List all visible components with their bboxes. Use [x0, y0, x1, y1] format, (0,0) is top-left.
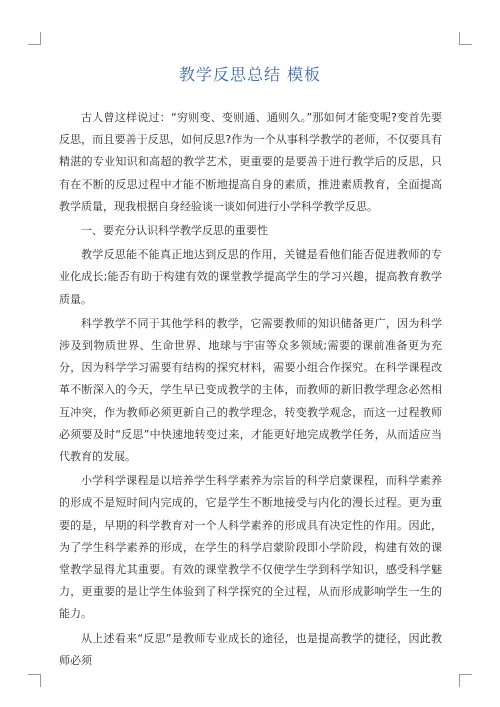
crop-mark-bottom-right — [459, 674, 472, 687]
document-title: 教学反思总结 模板 — [178, 65, 322, 84]
paragraph: 科学教学不同于其他学科的教学，它需要教师的知识储备更广，因为科学涉及到物质世界、生命世界、地球与宇宙等众多领域;需要的课前准备更为充分，因为科学学习需要有结构的探究材料，需要小组合作探究。在科学课程改革不断深入的今天，学生早已变成教学的主体，而教师的新旧教学理念必然相互冲突，作为教师必须更新自己的教学理念，转变教学观念，而这一过程教师必须要及时“反思”中快速地转变过来，才能更好地完成教学任务，从而适应当代教育的发展。 — [59, 316, 442, 464]
section-heading: 一、要充分认识科学教学反思的重要性 — [81, 224, 268, 238]
crop-mark-top-left — [28, 32, 41, 45]
crop-mark-bottom-left — [28, 674, 41, 687]
crop-mark-top-right — [459, 32, 472, 45]
paragraph: 教学反思能不能真正地达到反思的作用，关键是看他们能否促进教师的专业化成长;能否有助于构建有效的课堂教学提高学生的学习兴趣，提高教育教学质量。 — [59, 248, 442, 306]
paragraph: 从上述看来“反思”是教师专业成长的途径，也是提高教学的捷径，因此教师必须 — [59, 631, 442, 667]
document-body — [59, 107, 442, 674]
paragraph: 小学科学课程是以培养学生科学素养为宗旨的科学启蒙课程，而科学素养的形成不是短时间内完成的，它是学生不断地接受与内化的漫长过程。更为重要的是，早期的科学教育对一个人科学素养的形成具有决定性的作用。因此，为了学生科学素养的形成，在学生的科学启蒙阶段即小学阶段，构建有效的课堂教学显得尤其重要。有效的课堂教学不仅使学生学到科学知识，感受科学魅力，更重要的是让学生体验到了科学探究的全过程，从而形成影响学生一生的能力。 — [59, 474, 442, 621]
paragraph-intro: 古人曾这样说过：“穷则变、变则通、通则久。”那如何才能变呢?变首先要反思，而且要善于反思，如何反思?作为一个从事科学教学的老师，不仅要具有精湛的专业知识和高超的教学艺术，更重要的是要善于进行教学后的反思，只有在不断的反思过程中才能不断地提高自身的素质，推进素质教育，全面提高教学质量，现我根据自身经验谈一谈如何进行小学科学教学反思。 — [59, 111, 442, 213]
